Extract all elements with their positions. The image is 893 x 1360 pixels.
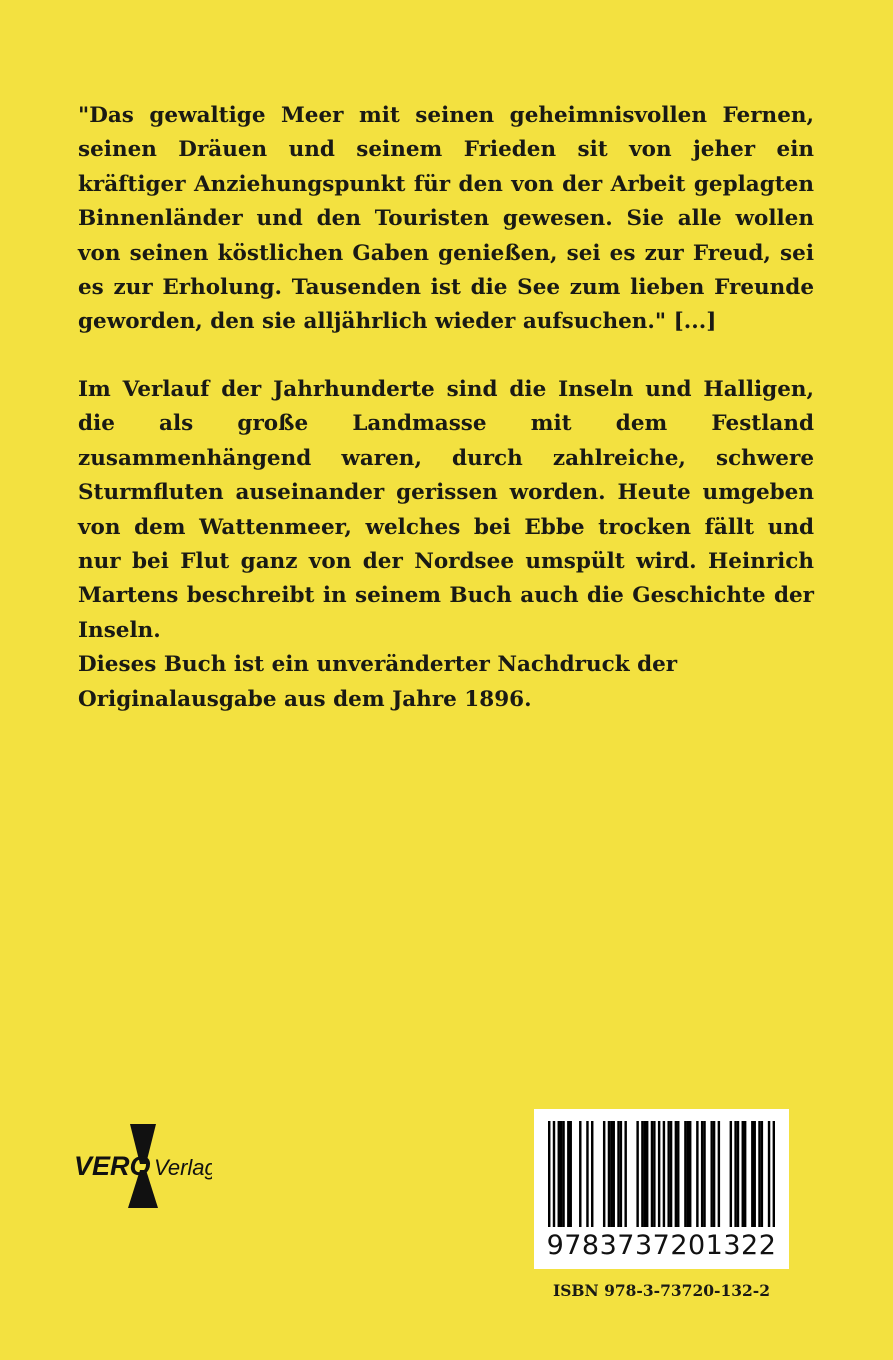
barcode-bar	[658, 1121, 660, 1227]
barcode-bar	[761, 1121, 763, 1227]
barcode-bar	[570, 1121, 572, 1227]
barcode-bar	[553, 1121, 555, 1227]
barcode-bar	[579, 1121, 581, 1227]
logo-verlag-text: Verlag	[154, 1155, 212, 1180]
barcode-bar	[710, 1121, 712, 1227]
barcode-bar	[696, 1121, 698, 1227]
barcode-bar	[742, 1121, 744, 1227]
barcode	[534, 1109, 789, 1269]
barcode-bar	[608, 1121, 610, 1227]
barcode-bar	[646, 1121, 648, 1227]
barcode-bar	[753, 1121, 755, 1227]
publisher-logo	[72, 1122, 212, 1212]
barcode-bar	[675, 1121, 677, 1227]
barcode-bar	[591, 1121, 593, 1227]
barcode-bar	[689, 1121, 691, 1227]
logo-vero-text: VERO	[74, 1151, 151, 1181]
barcode-bar	[718, 1121, 720, 1227]
vero-verlag-logo-icon	[72, 1122, 212, 1212]
barcode-bar	[773, 1121, 775, 1227]
barcode-bar	[670, 1121, 672, 1227]
barcode-bar	[677, 1121, 679, 1227]
barcode-bar	[734, 1121, 736, 1227]
barcode-bar	[701, 1121, 703, 1227]
barcode-bar	[684, 1121, 686, 1227]
barcode-bar	[651, 1121, 653, 1227]
barcode-bar	[667, 1121, 669, 1227]
barcode-bar	[663, 1121, 665, 1227]
barcode-bar	[687, 1121, 689, 1227]
reprint-note: Dieses Buch ist ein unveränderter Nachdruck der Originalausgabe aus dem Jahre 1896.	[78, 652, 678, 712]
barcode-bar	[558, 1121, 560, 1227]
barcode-bar	[617, 1121, 619, 1227]
barcode-bar	[586, 1121, 588, 1227]
quote-text: "Das gewaltige Meer mit seinen geheimnisvollen Fernen, seinen Dräuen und seinem Frieden sit von jeher ein kräftiger Anziehungspunkt für den von der Arbeit geplagten Binnenländer und den Touristen gewesen. Sie alle wollen von seinen köstlichen Gaben genießen, sei es zur Freud, sei es zur Erholung. Tausenden ist die See zum lieben Freunde geworden, den sie alljährlich wieder aufsuchen." [...]	[78, 103, 814, 335]
barcode-bar	[567, 1121, 569, 1227]
barcode-bar	[744, 1121, 746, 1227]
barcode-bar	[758, 1121, 760, 1227]
barcode-bar	[768, 1121, 770, 1227]
barcode-bar	[641, 1121, 643, 1227]
barcode-digits: 9783737201322	[546, 1230, 777, 1261]
barcode-bar	[603, 1121, 605, 1227]
barcode-bar	[730, 1121, 732, 1227]
barcode-bar	[653, 1121, 655, 1227]
description-paragraph: Im Verlauf der Jahrhunderte sind die Inseln und Halligen, die als große Landmasse mit dem Festland zusammenhängend waren, durch zahlreiche, schwere Sturmfluten auseinander gerissen worden. Heute umgeben von dem Wattenmeer, welches bei Ebbe trocken fällt und nur bei Flut ganz von der Nordsee umspült wird. Heinrich Martens beschreibt in seinem Buch auch die Geschichte der Inseln.	[78, 377, 814, 643]
barcode-bar	[751, 1121, 753, 1227]
barcode-bar	[613, 1121, 615, 1227]
isbn-label: ISBN 978-3-73720-132-2	[552, 1281, 771, 1300]
barcode-bar	[703, 1121, 705, 1227]
barcode-bar	[644, 1121, 646, 1227]
barcode-bar	[620, 1121, 622, 1227]
barcode-bar	[624, 1121, 626, 1227]
barcode-bar	[610, 1121, 612, 1227]
barcode-bar	[737, 1121, 739, 1227]
barcode-bar	[548, 1121, 550, 1227]
back-cover-quote	[78, 99, 814, 340]
barcode-bar	[560, 1121, 562, 1227]
barcode-bars-icon	[548, 1121, 775, 1227]
barcode-bar	[562, 1121, 564, 1227]
barcode-bar	[713, 1121, 715, 1227]
barcode-bar	[636, 1121, 638, 1227]
book-description	[78, 373, 814, 717]
